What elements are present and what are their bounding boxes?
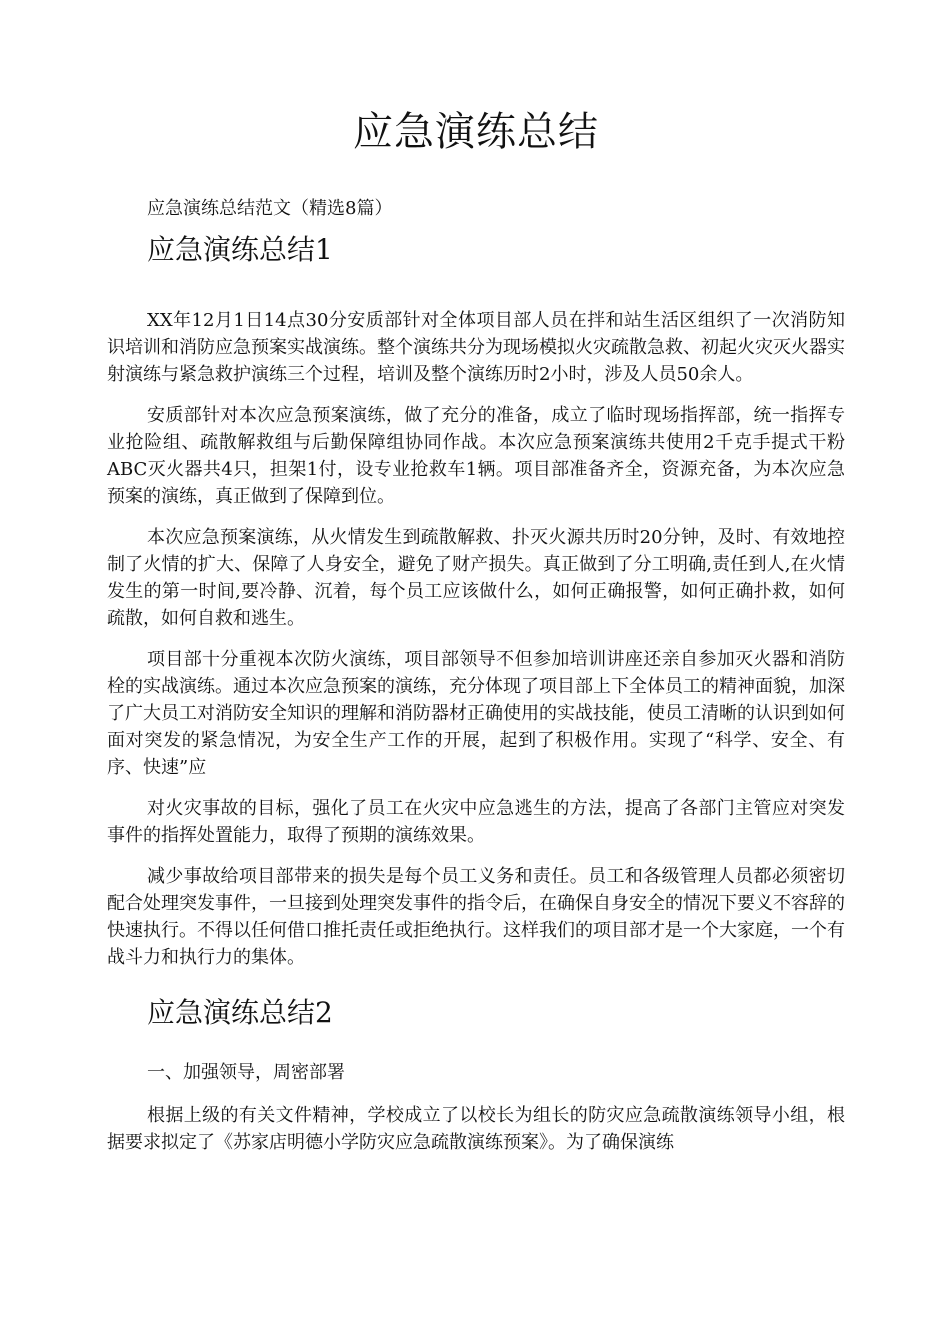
section-heading: 应急演练总结1: [147, 233, 333, 266]
paragraph: 安质部针对本次应急预案演练，做了充分的准备，成立了临时现场指挥部，统一指挥专业抢险组、疏散解救组与后勤保障组协同作战。本次应急预案演练共使用2千克手提式干粉ABC灭火器共4只，担架1付，设专业抢救车1辆。项目部准备齐全，资源充备，为本次应急预案的演练，真正做到了保障到位。: [107, 405, 845, 507]
paragraph: 减少事故给项目部带来的损失是每个员工义务和责任。员工和各级管理人员都必须密切配合处理突发事件，一旦接到处理突发事件的指令后，在确保自身安全的情况下要义不容辞的快速执行。不得以任何借口推托责任或拒绝执行。这样我们的项目部才是一个大家庭，一个有战斗力和执行力的集体。: [107, 866, 845, 968]
paragraph: XX年12月1日14点30分安质部针对全体项目部人员在拌和站生活区组织了一次消防知识培训和消防应急预案实战演练。整个演练共分为现场模拟火灾疏散急救、初起火灾灭火器实射演练与紧急救护演练三个过程，培训及整个演练历时2小时，涉及人员50余人。: [107, 310, 845, 385]
paragraph: 项目部十分重视本次防火演练，项目部领导不但参加培训讲座还亲自参加灭火器和消防栓的实战演练。通过本次应急预案的演练，充分体现了项目部上下全体员工的精神面貌，加深了广大员工对消防安全知识的理解和消防器材正确使用的实战技能，使员工清晰的认识到如何面对突发的紧急情况，为安全生产工作的开展，起到了积极作用。实现了“科学、安全、有序、快速”应: [107, 649, 845, 778]
paragraph: 根据上级的有关文件精神，学校成立了以校长为组长的防灾应急疏散演练领导小组，根据要求拟定了《苏家店明德小学防灾应急疏散演练预案》。为了确保演练: [107, 1105, 845, 1153]
sub-heading: 一、加强领导，周密部署: [147, 1062, 345, 1083]
paragraph: 本次应急预案演练，从火情发生到疏散解救、扑灭火源共历时20分钟，及时、有效地控制了火情的扩大、保障了人身安全，避免了财产损失。真正做到了分工明确,责任到人,在火情发生的第一时间,要冷静、沉着，每个员工应该做什么，如何正确报警，如何正确扑救，如何疏散，如何自救和逃生。: [107, 527, 845, 629]
document-title: 应急演练总结: [353, 109, 599, 155]
paragraph: 对火灾事故的目标，强化了员工在火灾中应急逃生的方法，提高了各部门主管应对突发事件的指挥处置能力，取得了预期的演练效果。: [107, 798, 845, 846]
section-heading: 应急演练总结2: [147, 996, 333, 1029]
document-subtitle: 应急演练总结范文（精选8篇）: [147, 198, 393, 219]
